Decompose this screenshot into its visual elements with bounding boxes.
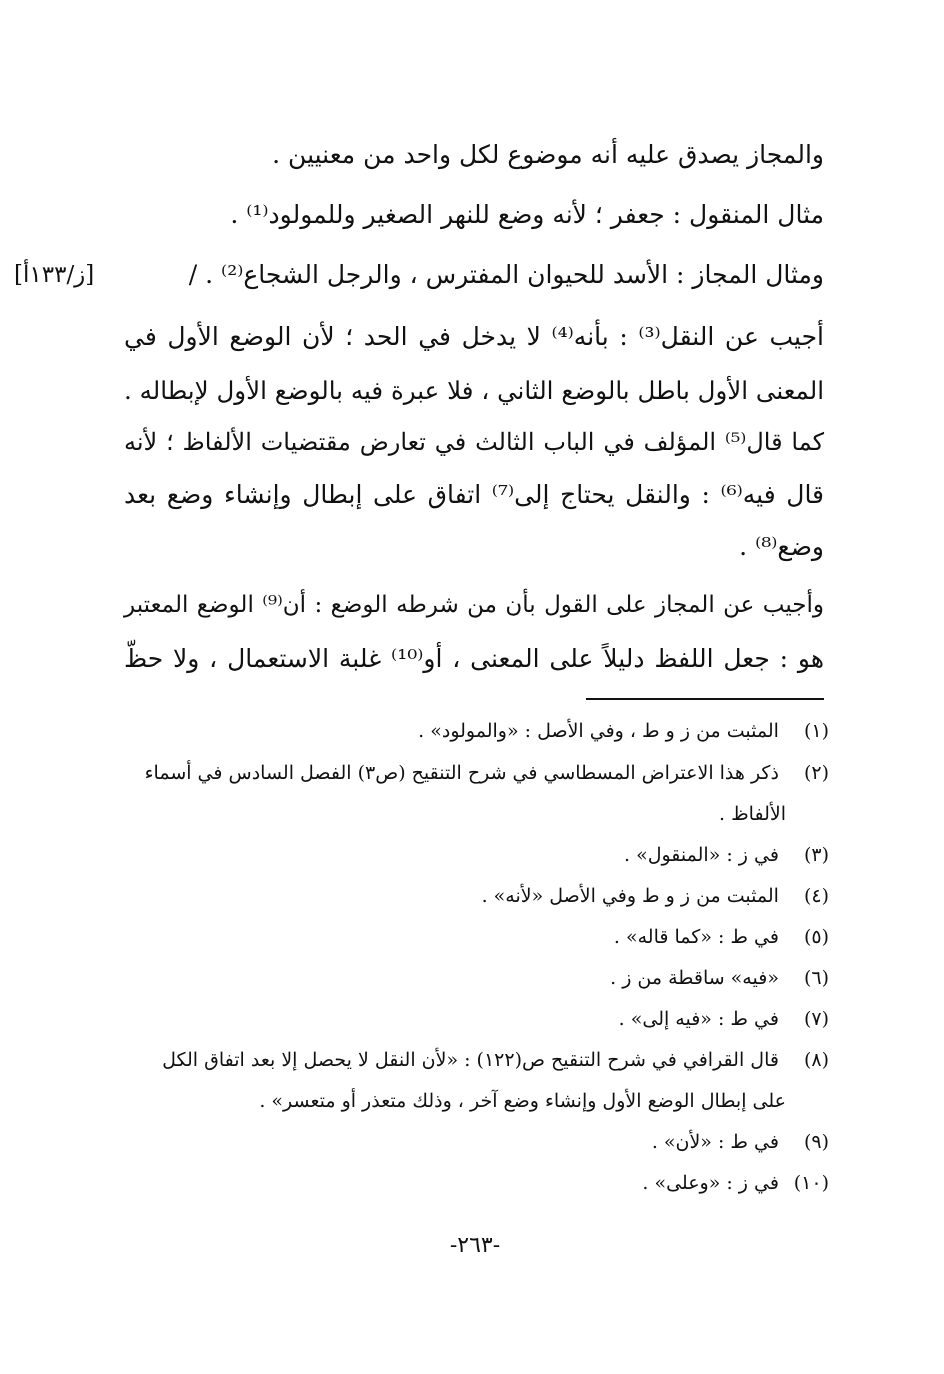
- body-line-2: مثال المنقول : جعفر ؛ لأنه وضع للنهر الصغير وللمولود⁽¹⁾ .: [230, 200, 824, 229]
- body-line-6: كما قال⁽⁵⁾ المؤلف في الباب الثالث في تعارض مقتضيات الألفاظ ؛ لأنه: [124, 428, 824, 456]
- footnote-text: في ط : «فيه إلى» .: [618, 1008, 779, 1030]
- footnote-text: ذكر هذا الاعتراض المسطاسي في شرح التنقيح (ص٣) الفصل السادس في أسماء: [144, 762, 779, 784]
- footnote-number: (٤): [803, 885, 829, 907]
- footnote-number: (٨): [803, 1049, 829, 1071]
- footnote-number: (٩): [803, 1131, 829, 1153]
- footnote-10: [121, 1172, 829, 1194]
- footnote-2: [121, 762, 829, 784]
- body-line-4: أجيب عن النقل⁽³⁾ : بأنه⁽⁴⁾ لا يدخل في الحد ؛ لأن الوضع الأول في: [124, 322, 824, 351]
- footnote-2-continuation: الألفاظ .: [719, 803, 786, 825]
- footnote-number: (٦): [803, 967, 829, 989]
- footnote-3: [121, 844, 829, 866]
- body-line-1: والمجاز يصدق عليه أنه موضوع لكل واحد من معنيين .: [272, 140, 824, 169]
- footnote-number: (١): [803, 720, 829, 742]
- body-line-9: وأجيب عن المجاز على القول بأن من شرطه الوضع : أن⁽⁹⁾ الوضع المعتبر: [124, 592, 825, 618]
- page-number: -٢٦٣-: [449, 1233, 501, 1258]
- body-line-5: المعنى الأول باطل بالوضع الثاني ، فلا عبرة فيه بالوضع الأول لإبطاله .: [124, 376, 824, 405]
- footnote-7: [121, 1008, 829, 1030]
- body-line-10: هو : جعل اللفظ دليلاً على المعنى ، أو⁽¹⁰⁾ غلبة الاستعمال ، ولا حظّ: [124, 644, 825, 673]
- footnote-text: في ز : «المنقول» .: [623, 844, 779, 866]
- footnote-text: المثبت من ز و ط ، وفي الأصل : «والمولود» .: [418, 720, 779, 742]
- footnote-number: (٧): [803, 1008, 829, 1030]
- footnote-number: (١٠): [793, 1172, 829, 1194]
- footnote-text: في ط : «كما قاله» .: [613, 926, 779, 948]
- margin-manuscript-reference: [ز/١٣٣أ]: [14, 262, 95, 288]
- footnote-number: (٢): [803, 762, 829, 784]
- footnote-separator: [586, 698, 824, 700]
- footnote-text: في ط : «لأن» .: [651, 1131, 779, 1153]
- footnote-8: [121, 1049, 829, 1071]
- body-line-7: قال فيه⁽⁶⁾ : والنقل يحتاج إلى⁽⁷⁾ اتفاق على إبطال وإنشاء وضع بعد: [124, 480, 825, 509]
- footnote-1: [121, 720, 829, 742]
- footnote-text: في ز : «وعلى» .: [642, 1172, 779, 1194]
- footnote-9: [121, 1131, 829, 1153]
- footnote-number: (٥): [803, 926, 829, 948]
- footnote-8-continuation: على إبطال الوضع الأول وإنشاء وضع آخر ، وذلك متعذر أو متعسر» .: [259, 1090, 786, 1112]
- footnote-4: [121, 885, 829, 907]
- footnote-text: قال القرافي في شرح التنقيح ص(١٢٢) : «لأن النقل لا يحصل إلا بعد اتفاق الكل: [162, 1049, 779, 1071]
- body-line-3: ومثال المجاز : الأسد للحيوان المفترس ، والرجل الشجاع⁽²⁾ . /: [188, 260, 824, 289]
- footnote-5: [121, 926, 829, 948]
- footnote-number: (٣): [803, 844, 829, 866]
- footnote-text: المثبت من ز و ط وفي الأصل «لأنه» .: [481, 885, 779, 907]
- footnote-text: «فيه» ساقطة من ز .: [610, 967, 779, 989]
- body-line-8: وضع⁽⁸⁾ .: [739, 532, 824, 561]
- footnote-6: [121, 967, 829, 989]
